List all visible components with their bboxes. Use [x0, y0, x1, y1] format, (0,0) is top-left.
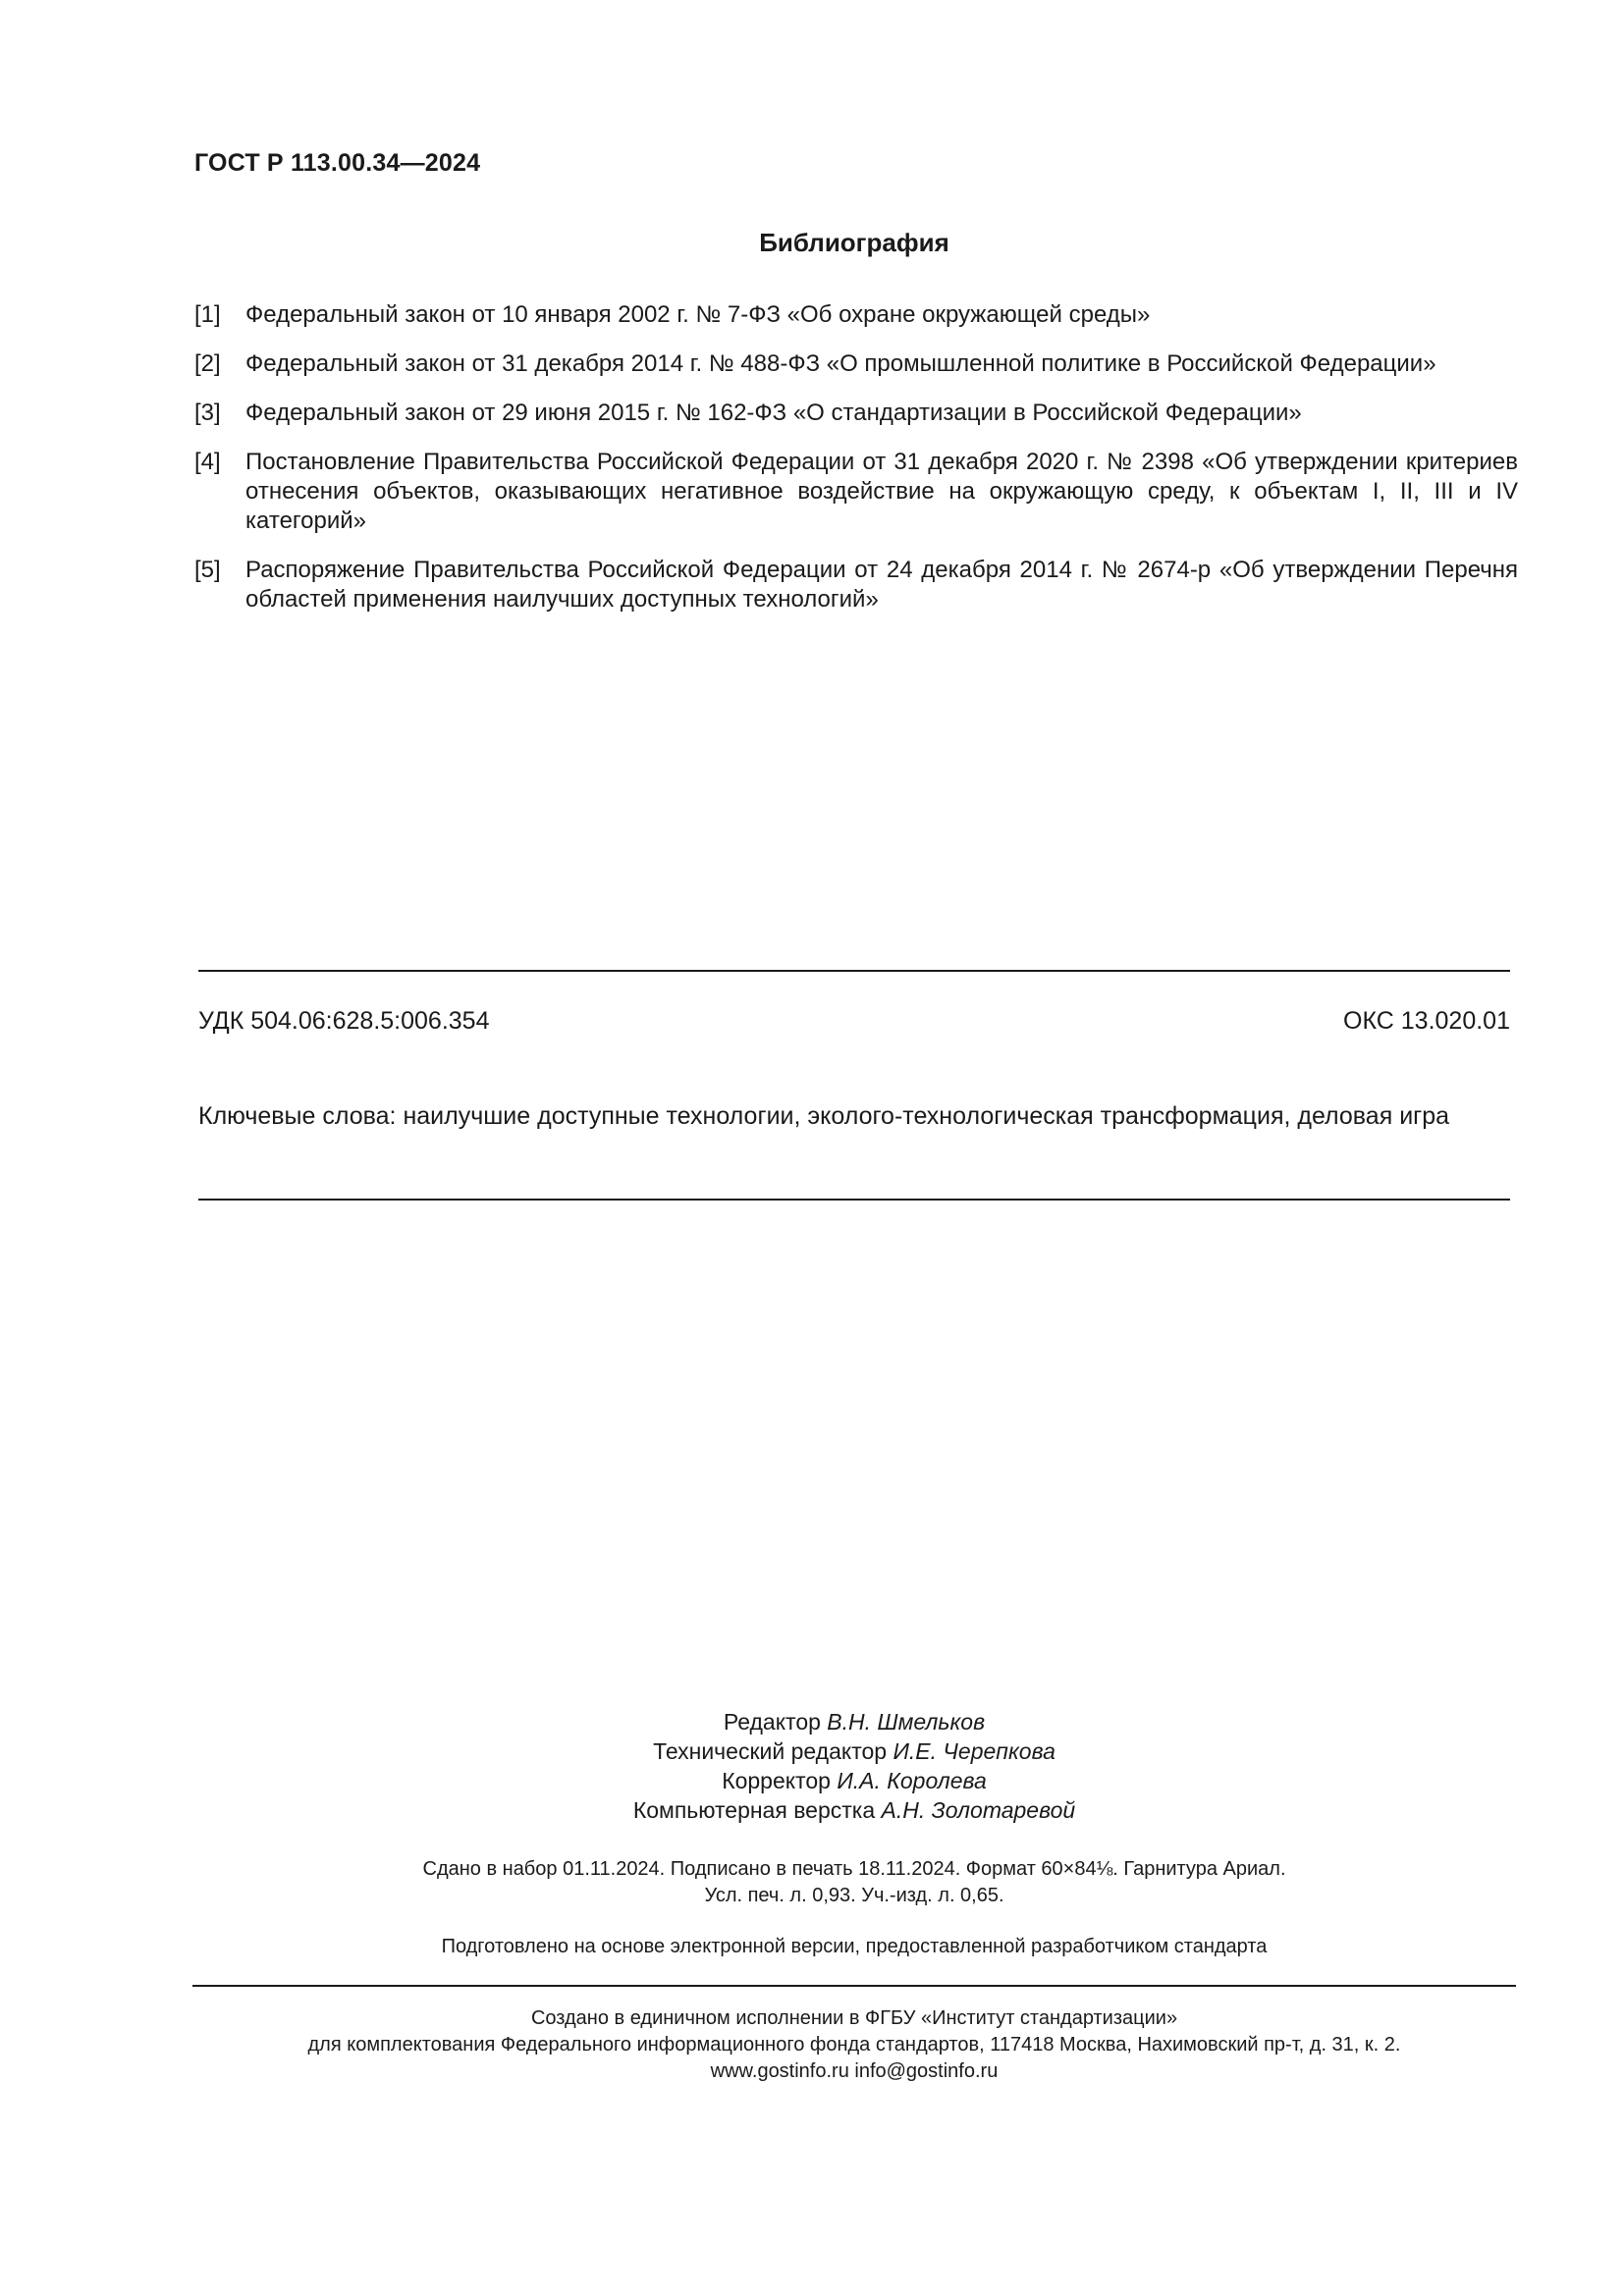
bibliography-item	[194, 349, 1518, 379]
bibliography-item-text: Федеральный закон от 31 декабря 2014 г. № 488-ФЗ «О промышленной политике в Российской Федерации»	[245, 350, 1436, 377]
prepared-note: Подготовлено на основе электронной версии, предоставленной разработчиком стандарта	[441, 1936, 1268, 1957]
credit-name: В.Н. Шмельков	[827, 1709, 986, 1735]
print-info-line: Усл. печ. л. 0,93. Уч.-изд. л. 0,65.	[704, 1885, 1004, 1906]
divider-bottom	[192, 1985, 1516, 1987]
document-code: ГОСТ Р 113.00.34—2024	[194, 149, 481, 177]
bibliography-item-text: Федеральный закон от 29 июня 2015 г. № 162-ФЗ «О стандартизации в Российской Федерации»	[245, 400, 1302, 426]
print-info-line: Сдано в набор 01.11.2024. Подписано в печать 18.11.2024. Формат 60×84⅛. Гарнитура Ариал.	[422, 1858, 1286, 1880]
bibliography-item-number: [3]	[194, 400, 221, 426]
udk-code: УДК 504.06:628.5:006.354	[198, 1007, 490, 1035]
divider-top	[198, 970, 1510, 972]
oks-code: ОКС 13.020.01	[1343, 1007, 1510, 1035]
bibliography-title: Библиография	[759, 228, 949, 257]
bibliography-item-number: [2]	[194, 350, 221, 377]
bibliography-item-text: Постановление Правительства Российской Федерации от 31 декабря 2020 г. № 2398 «Об утверждении критериев отнесения объектов, оказывающих негативное воздействие на окружающую среду, к объектам I, II, III и IV категорий»	[245, 449, 1518, 534]
bibliography-item	[194, 448, 1518, 536]
created-info	[0, 2005, 1624, 2085]
credit-line	[0, 1736, 1624, 1766]
divider-keywords	[198, 1199, 1510, 1201]
keywords: Ключевые слова: наилучшие доступные технологии, эколого-технологическая трансформация, деловая игра	[198, 1102, 1450, 1130]
credit-name: И.Е. Черепкова	[893, 1738, 1056, 1764]
bibliography-item-number: [4]	[194, 449, 221, 475]
credit-name: И.А. Королева	[837, 1768, 987, 1793]
bibliography-item-text: Распоряжение Правительства Российской Федерации от 24 декабря 2014 г. № 2674-р «Об утверждении Перечня областей применения наилучших доступных технологий»	[245, 557, 1518, 613]
print-info	[0, 1856, 1624, 1909]
bibliography-list	[194, 300, 1518, 634]
created-line: для комплектования Федерального информационного фонда стандартов, 117418 Москва, Нахимовский пр-т, д. 31, к. 2.	[307, 2034, 1401, 2056]
credit-role: Корректор	[722, 1768, 831, 1793]
credit-role: Редактор	[723, 1709, 821, 1735]
bibliography-item-text: Федеральный закон от 10 января 2002 г. № 7-ФЗ «Об охране окружающей среды»	[245, 301, 1151, 328]
created-line: Создано в единичном исполнении в ФГБУ «Институт стандартизации»	[530, 2007, 1178, 2029]
created-contacts: www.gostinfo.ru info@gostinfo.ru	[710, 2060, 999, 2082]
credit-line	[0, 1766, 1624, 1795]
bibliography-item	[194, 399, 1518, 428]
bibliography-item-number: [5]	[194, 557, 221, 583]
credit-line	[0, 1707, 1624, 1736]
bibliography-item-number: [1]	[194, 301, 221, 328]
credits-block	[0, 1707, 1624, 1825]
credit-role: Компьютерная верстка	[632, 1797, 876, 1823]
bibliography-item	[194, 556, 1518, 614]
credit-name: А.Н. Золотаревой	[881, 1797, 1076, 1823]
bibliography-item	[194, 300, 1518, 330]
credit-role: Технический редактор	[653, 1738, 888, 1764]
credit-line	[0, 1795, 1624, 1825]
